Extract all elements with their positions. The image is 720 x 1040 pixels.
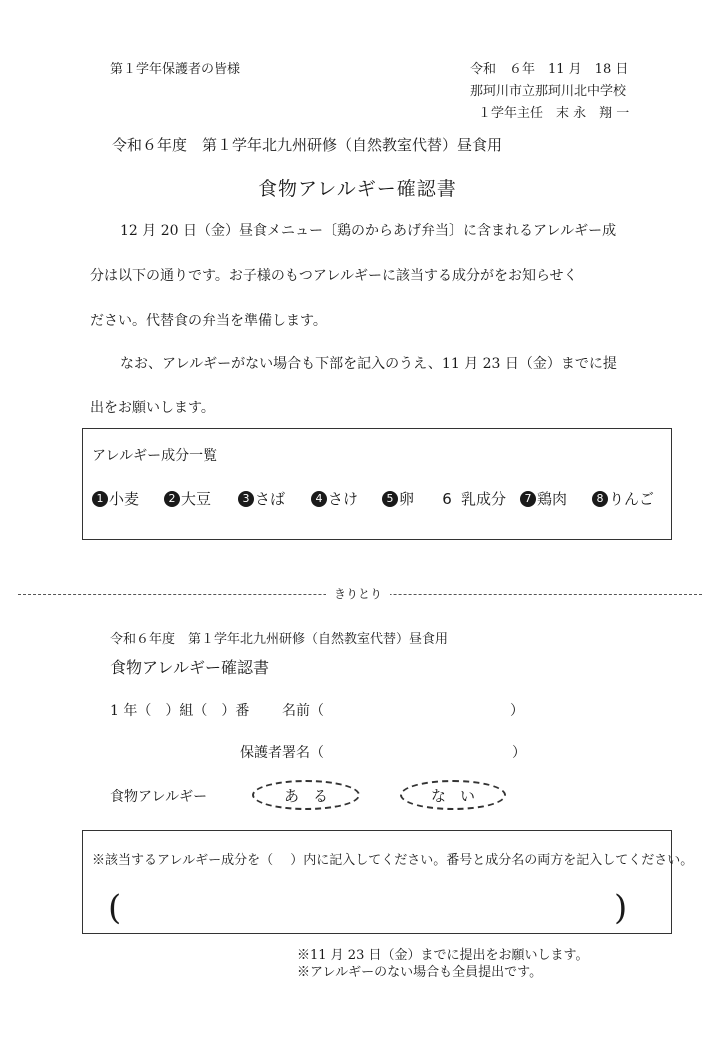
food-allergy-label: 食物アレルギー xyxy=(110,789,208,805)
submission-note: ※アレルギーのない場合も全員提出です。 xyxy=(297,965,543,980)
form-doc-title: 食物アレルギー確認書 xyxy=(110,658,269,677)
class-number-field[interactable]: 1 年（ ）組（ ）番 xyxy=(110,703,250,719)
allergen-label: りんご xyxy=(609,490,655,508)
allergen-label: さけ xyxy=(328,490,359,508)
allergen-item xyxy=(92,488,139,509)
option-yes[interactable]: ある xyxy=(252,780,360,810)
number-label: 6 xyxy=(442,489,452,508)
school-name: 那珂川市立那珂川北中学校 xyxy=(470,84,627,99)
cut-label: きりとり xyxy=(326,585,390,602)
allergen-label: 大豆 xyxy=(181,490,212,508)
number-badge-icon: 7 xyxy=(520,491,536,507)
allergen-list-heading: アレルギー成分一覧 xyxy=(92,448,218,464)
name-field-close: ） xyxy=(510,703,524,719)
guardian-signature-label: 保護者署名（ xyxy=(240,745,324,761)
form-event-title: 令和６年度 第１学年北九州研修（自然教室代替）昼食用 xyxy=(110,632,449,647)
body-line-4: なお、アレルギーがない場合も下部を記入のうえ、11 月 23 日（金）までに提 xyxy=(120,356,617,372)
allergen-item xyxy=(439,488,506,509)
guardian-signature-close: ） xyxy=(512,745,526,761)
body-line-5: 出をお願いします。 xyxy=(90,400,215,416)
allergen-item xyxy=(382,488,414,509)
entry-paren-close: ) xyxy=(614,888,628,928)
number-badge-icon: 4 xyxy=(311,491,327,507)
allergen-item xyxy=(520,488,567,509)
document-title: 食物アレルギー確認書 xyxy=(258,178,457,200)
allergen-item xyxy=(592,488,654,509)
allergen-label: 乳成分 xyxy=(461,490,507,508)
allergen-label: 鶏肉 xyxy=(537,490,568,508)
allergen-entry-input[interactable] xyxy=(130,894,610,924)
guardian-signature-input[interactable] xyxy=(334,740,510,760)
body-line-3: ださい。代替食の弁当を準備します。 xyxy=(90,313,327,329)
number-badge-icon: 3 xyxy=(238,491,254,507)
addressee: 第１学年保護者の皆様 xyxy=(110,62,241,77)
number-badge-icon: 2 xyxy=(164,491,180,507)
entry-paren-open: ( xyxy=(108,888,122,928)
body-line-2: 分は以下の通りです。お子様のもつアレルギーに該当する成分がをお知らせく xyxy=(90,268,578,284)
body-line-1: 12 月 20 日（金）昼食メニュー〔鶏のからあげ弁当〕に含まれるアレルギー成 xyxy=(120,223,617,239)
sender-name: １学年主任 末 永 翔 一 xyxy=(478,106,630,121)
allergen-label: 小麦 xyxy=(109,490,140,508)
entry-instruction: ※該当するアレルギー成分を（ ）内に記入してください。番号と成分名の両方を記入してください。 xyxy=(92,853,694,868)
allergen-item xyxy=(238,488,285,509)
option-no[interactable]: ない xyxy=(400,780,506,810)
deadline-note: ※11 月 23 日（金）までに提出をお願いします。 xyxy=(297,948,589,963)
event-title: 令和６年度 第１学年北九州研修（自然教室代替）昼食用 xyxy=(112,136,503,154)
name-field-label: 名前（ xyxy=(282,703,324,719)
number-badge-icon: 8 xyxy=(592,491,608,507)
allergen-label: 卵 xyxy=(399,490,415,508)
allergen-item xyxy=(311,488,358,509)
name-input[interactable] xyxy=(330,698,510,718)
allergen-item xyxy=(164,488,211,509)
number-badge-icon: 5 xyxy=(382,491,398,507)
allergen-label: さば xyxy=(255,490,286,508)
number-badge-icon: 1 xyxy=(92,491,108,507)
issue-date: 令和 ６年 11 月 18 日 xyxy=(470,62,629,77)
